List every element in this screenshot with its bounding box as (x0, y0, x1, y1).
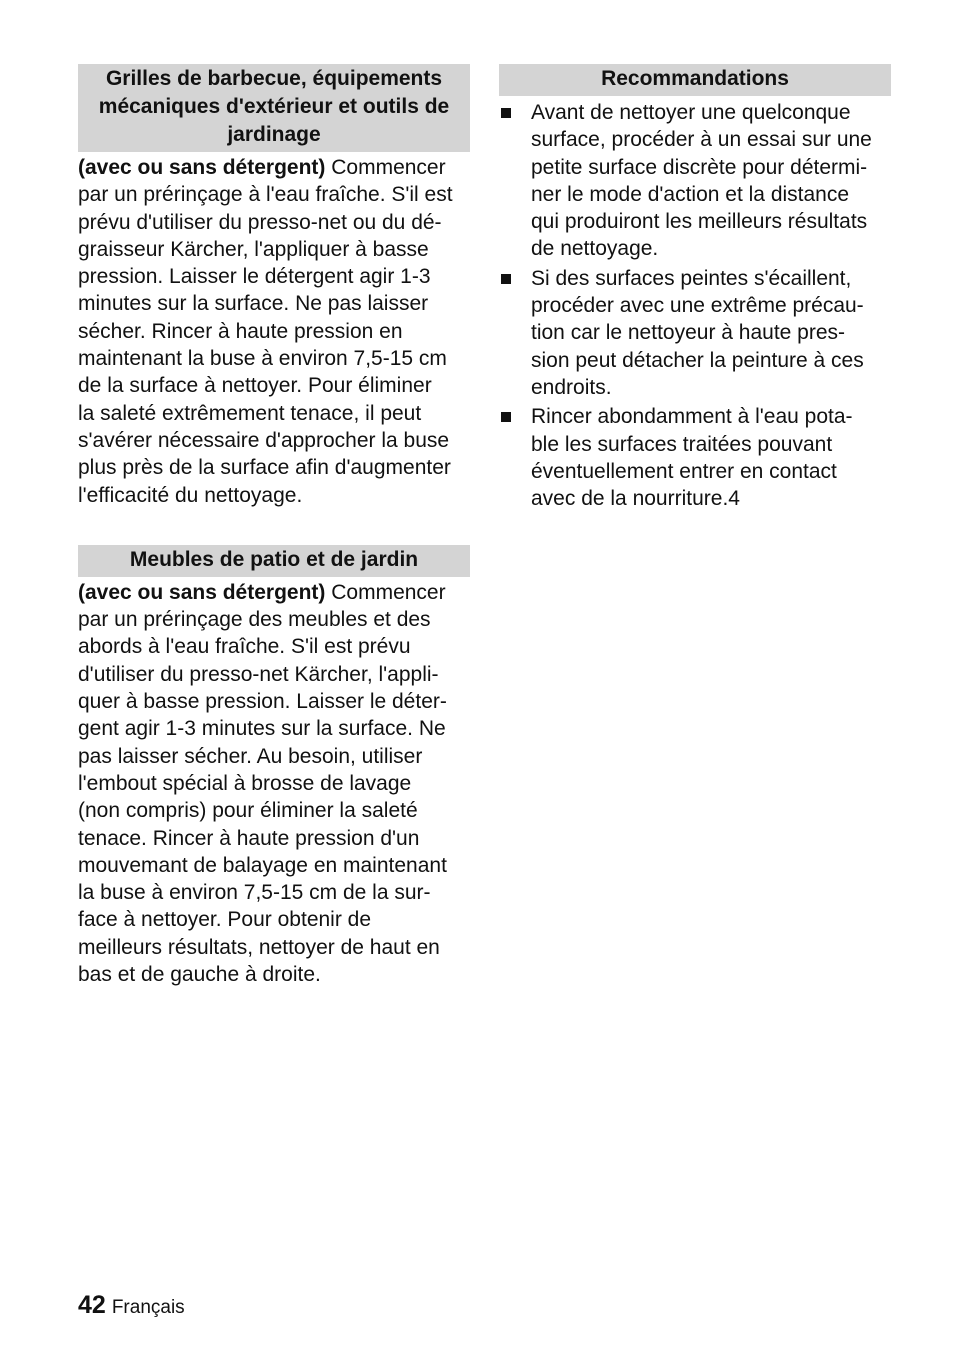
recommendations-list (499, 99, 891, 512)
section-heading-recommendations: Recommandations (499, 64, 891, 96)
section-heading-barbecue: Grilles de barbecue, équipements mécaniques d'extérieur et outils de jardinage (78, 64, 470, 152)
list-item (499, 99, 891, 263)
square-bullet-icon (501, 412, 511, 422)
square-bullet-icon (501, 108, 511, 118)
section-patio-furniture (78, 545, 470, 988)
list-item-text: Rincer abondamment à l'eau pota- ble les surfaces traitées pouvant éventuellement entrer en contact avec de la nourriture.4 (531, 405, 853, 511)
square-bullet-icon (501, 274, 511, 284)
page-footer (78, 1290, 185, 1323)
body-text: Commencer par un prérinçage à l'eau fraîche. S'il est prévu d'utiliser du presso-net ou du dé- graisseur Kärcher, l'appliquer à basse pression. Laisser le détergent agir 1-3 minutes sur la surface. Ne pas laisser sécher. Rincer à haute pression en maintenant la buse à environ 7,5-15 cm de la surface à nettoyer. Pour éliminer la saleté extrêmement tenace, il peut s'avérer nécessaire d'approcher la buse plus près de la surface afin d'augmenter l'efficacité du nettoyage. (78, 156, 453, 507)
lead-text: (avec ou sans détergent) (78, 156, 326, 179)
section-heading-patio: Meubles de patio et de jardin (78, 545, 470, 577)
list-item (499, 403, 891, 512)
right-column (499, 64, 891, 514)
body-text: Commencer par un prérinçage des meubles et des abords à l'eau fraîche. S'il est prévu d'utiliser du presso-net Kärcher, l'appli- quer à basse pression. Laisser le déter- gent agir 1-3 minutes sur la surface. Ne pas laisser sécher. Au besoin, utiliser l'embout spécial à brosse de lavage (non compris) pour éliminer la saleté tenace. Rincer à haute pression d'un mouvemant de balayage en maintenant la buse à environ 7,5-15 cm de la sur- face à nettoyer. Pour obtenir de meilleurs résultats, nettoyer de haut en bas et de gauche à droite. (78, 580, 447, 987)
list-item (499, 265, 891, 401)
lead-text: (avec ou sans détergent) (78, 580, 326, 604)
section-body-barbecue (78, 154, 470, 509)
section-body-patio (78, 579, 470, 988)
section-barbecue (78, 64, 470, 509)
left-column (78, 64, 470, 988)
list-item-text: Si des surfaces peintes s'écaillent, procéder avec une extrême précau- tion car le nettoyeur à haute pres- sion peut détacher la peinture à ces endroits. (531, 266, 864, 399)
list-item-text: Avant de nettoyer une quelconque surface, procéder à un essai sur une petite surface discrète pour détermi- ner le mode d'action et la distance qui produiront les meilleurs résultats de nettoyage. (531, 101, 872, 261)
footer-language: Français (111, 1297, 185, 1318)
page-number: 42 (78, 1291, 106, 1319)
